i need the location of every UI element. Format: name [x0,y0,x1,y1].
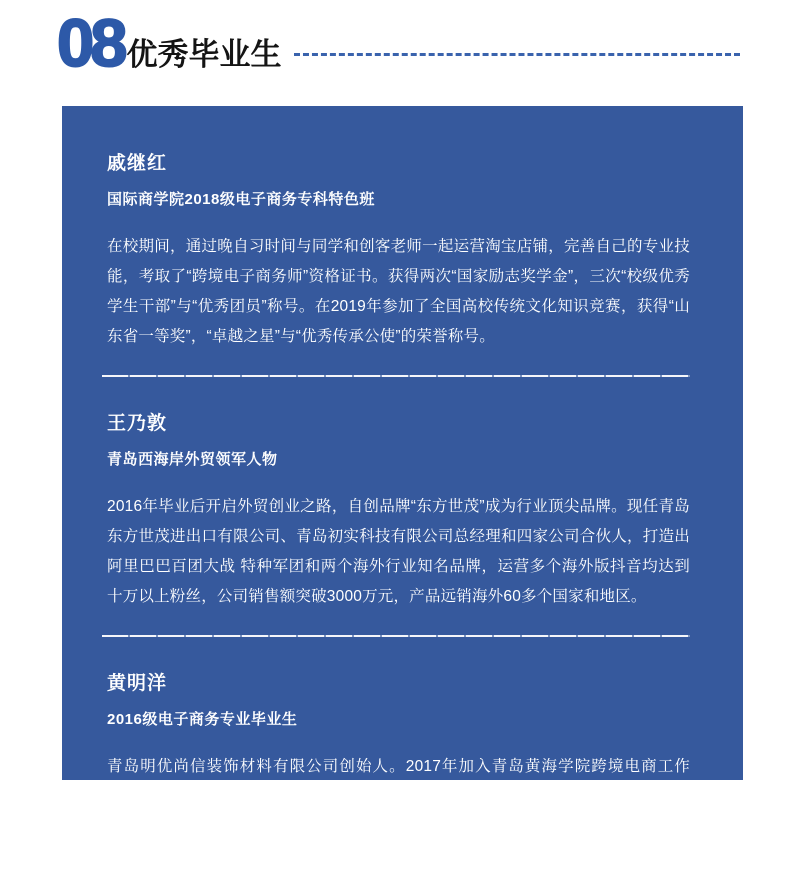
graduate-name: 王乃敦 [107,413,168,434]
graduate-card [107,668,690,872]
graduate-name: 黄明洋 [107,673,168,694]
graduate-description: 2016年毕业后开启外贸创业之路，自创品牌“东方世茂”成为行业顶尖品牌。现任青岛东方世茂进出口有限公司、青岛初实科技有限公司总经理和四家公司合伙人，打造出阿里巴巴百团大战 特种军团和两个海外行业知名品牌，运营多个海外版抖音均达到十万以上粉丝，公司销售额突破3000万元，产品远销海外60多个国家和地区。 [107,498,690,605]
graduate-subtitle: 2016级电子商务专业毕业生 [107,711,298,728]
graduate-card [107,148,690,352]
graduate-name: 戚继红 [107,153,168,174]
section-divider [102,375,690,377]
header-dashed-line [294,53,740,56]
graduate-card [107,408,690,612]
section-title: 优秀毕业生 [126,37,282,73]
graduate-subtitle: 国际商学院2018级电子商务专科特色班 [107,191,375,208]
graduate-description: 在校期间，通过晚自习时间与同学和创客老师一起运营淘宝店铺，完善自己的专业技能，考取了“跨境电子商务师”资格证书。获得两次“国家励志奖学金”，三次“校级优秀学生干部”与“优秀团员”称号。在2019年参加了全国高校传统文化知识竞赛，获得“山东省一等奖”，“卓越之星”与“优秀传承公使”的荣誉称号。 [107,238,690,345]
graduate-subtitle: 青岛西海岸外贸领军人物 [107,451,278,468]
graduate-description: 青岛明优尚信装饰材料有限公司创始人。2017年加入青岛黄海学院跨境电商工作室，在企业导师指导下，掌握了跨境电商业务运营全套流程，并于2018年创办公司，主营墙纸墙板等业务，产品出口美国加拿大、法国尼日利亚等国家， 年销售额达100万美金，优质客户众多。 [107,758,690,865]
graduates-panel [62,106,743,865]
section-divider [102,635,690,637]
section-header [0,0,800,81]
section-number: 08 [57,5,124,81]
